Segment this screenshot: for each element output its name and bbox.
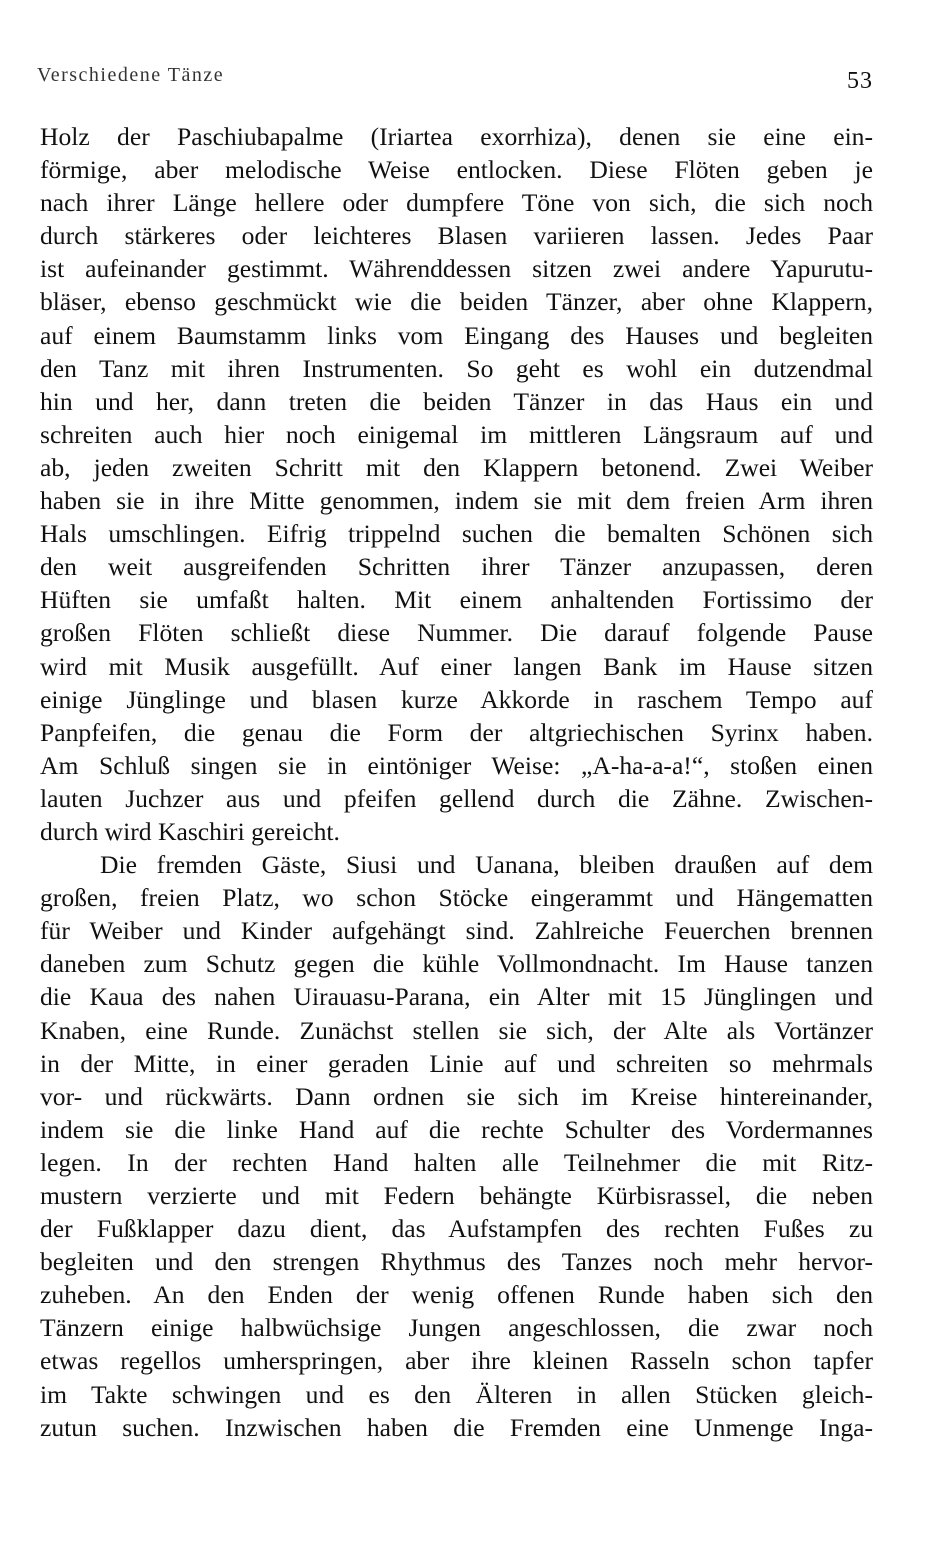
paragraph — [40, 848, 873, 1444]
text-line: Die fremden Gäste, Siusi und Uanana, bleiben draußen auf dem — [100, 850, 873, 880]
text-line: haben sie in ihre Mitte genommen, indem sie mit dem freien Arm ihren — [40, 486, 873, 516]
text-line: den weit ausgreifenden Schritten ihrer Tänzer anzupassen, deren — [40, 552, 873, 582]
text-line: Holz der Paschiubapalme (Iriartea exorrhiza), denen sie eine ein- — [40, 122, 873, 151]
text-line: bläser, ebenso geschmückt wie die beiden Tänzer, aber ohne Klappern, — [40, 287, 873, 317]
text-line: auf einem Baumstamm links vom Eingang des Hauses und begleiten — [40, 320, 873, 350]
text-line: für Weiber und Kinder aufgehängt sind. Zahlreiche Feuerchen brennen — [40, 916, 873, 946]
text-line: Am Schluß singen sie in eintöniger Weise: „A-ha-a-a!“, stoßen einen — [40, 750, 873, 780]
text-line: hin und her, dann treten die beiden Tänzer in das Haus ein und — [40, 386, 873, 416]
text-line: nach ihrer Länge hellere oder dumpfere Töne von sich, die sich noch — [40, 188, 873, 218]
paragraph — [40, 120, 873, 848]
text-line: Tänzern einige halbwüchsige Jungen angeschlossen, die zwar noch — [40, 1313, 873, 1343]
text-line: etwas regellos umherspringen, aber ihre kleinen Rasseln schon tapfer — [40, 1346, 873, 1376]
text-line: großen, freien Platz, wo schon Stöcke eingerammt und Hängematten — [40, 883, 873, 913]
text-line: die Kaua des nahen Uirauasu-Parana, ein Alter mit 15 Jünglingen und — [40, 982, 873, 1012]
text-line: ab, jeden zweiten Schritt mit den Klappern betonend. Zwei Weiber — [40, 452, 873, 482]
text-line: Hüften sie umfaßt halten. Mit einem anhaltenden Fortissimo der — [40, 585, 873, 615]
text-line: der Fußklapper dazu dient, das Aufstampfen des rechten Fußes zu — [40, 1214, 873, 1244]
text-line: großen Flöten schließt diese Nummer. Die darauf folgende Pause — [40, 618, 873, 648]
text-line: den Tanz mit ihren Instrumenten. So geht es wohl ein dutzendmal — [40, 353, 873, 383]
text-line: legen. In der rechten Hand halten alle Teilnehmer die mit Ritz- — [40, 1147, 873, 1177]
text-line: schreiten auch hier noch einigemal im mittleren Längsraum auf und — [40, 419, 873, 449]
text-line: Knaben, eine Runde. Zunächst stellen sie sich, der Alte als Vortänzer — [40, 1015, 873, 1045]
page-number: 53 — [847, 68, 873, 94]
text-line: in der Mitte, in einer geraden Linie auf und schreiten so mehrmals — [40, 1048, 873, 1078]
page-header — [37, 62, 873, 96]
text-line: vor- und rückwärts. Dann ordnen sie sich im Kreise hintereinander, — [40, 1081, 873, 1111]
text-line: zuheben. An den Enden der wenig offenen Runde haben sich den — [40, 1280, 873, 1310]
running-head: Verschiedene Tänze — [37, 64, 225, 86]
text-line: wird mit Musik ausgefüllt. Auf einer langen Bank im Hause sitzen — [40, 651, 873, 681]
text-line: ist aufeinander gestimmt. Währenddessen sitzen zwei andere Yapurutu- — [40, 254, 873, 284]
text-line: im Takte schwingen und es den Älteren in allen Stücken gleich- — [40, 1379, 873, 1409]
text-line: indem sie die linke Hand auf die rechte Schulter des Vordermannes — [40, 1114, 873, 1144]
text-line: begleiten und den strengen Rhythmus des Tanzes noch mehr hervor- — [40, 1247, 873, 1277]
text-line: Hals umschlingen. Eifrig trippelnd suchen die bemalten Schönen sich — [40, 519, 873, 549]
text-line: lauten Juchzer aus und pfeifen gellend durch die Zähne. Zwischen- — [40, 783, 873, 813]
text-line: daneben zum Schutz gegen die kühle Vollmondnacht. Im Hause tanzen — [40, 949, 873, 979]
text-line: zutun suchen. Inzwischen haben die Fremden eine Unmenge Inga- — [40, 1412, 873, 1442]
text-line: förmige, aber melodische Weise entlocken. Diese Flöten geben je — [40, 155, 873, 185]
body-text — [40, 120, 873, 1444]
text-line: mustern verzierte und mit Federn behängte Kürbisrassel, die neben — [40, 1181, 873, 1210]
text-line: einige Jünglinge und blasen kurze Akkorde in raschem Tempo auf — [40, 684, 873, 714]
text-line: Panpfeifen, die genau die Form der altgriechischen Syrinx haben. — [40, 717, 873, 747]
text-line: durch wird Kaschiri gereicht. — [40, 816, 340, 846]
text-line: durch stärkeres oder leichteres Blasen variieren lassen. Jedes Paar — [40, 221, 873, 251]
